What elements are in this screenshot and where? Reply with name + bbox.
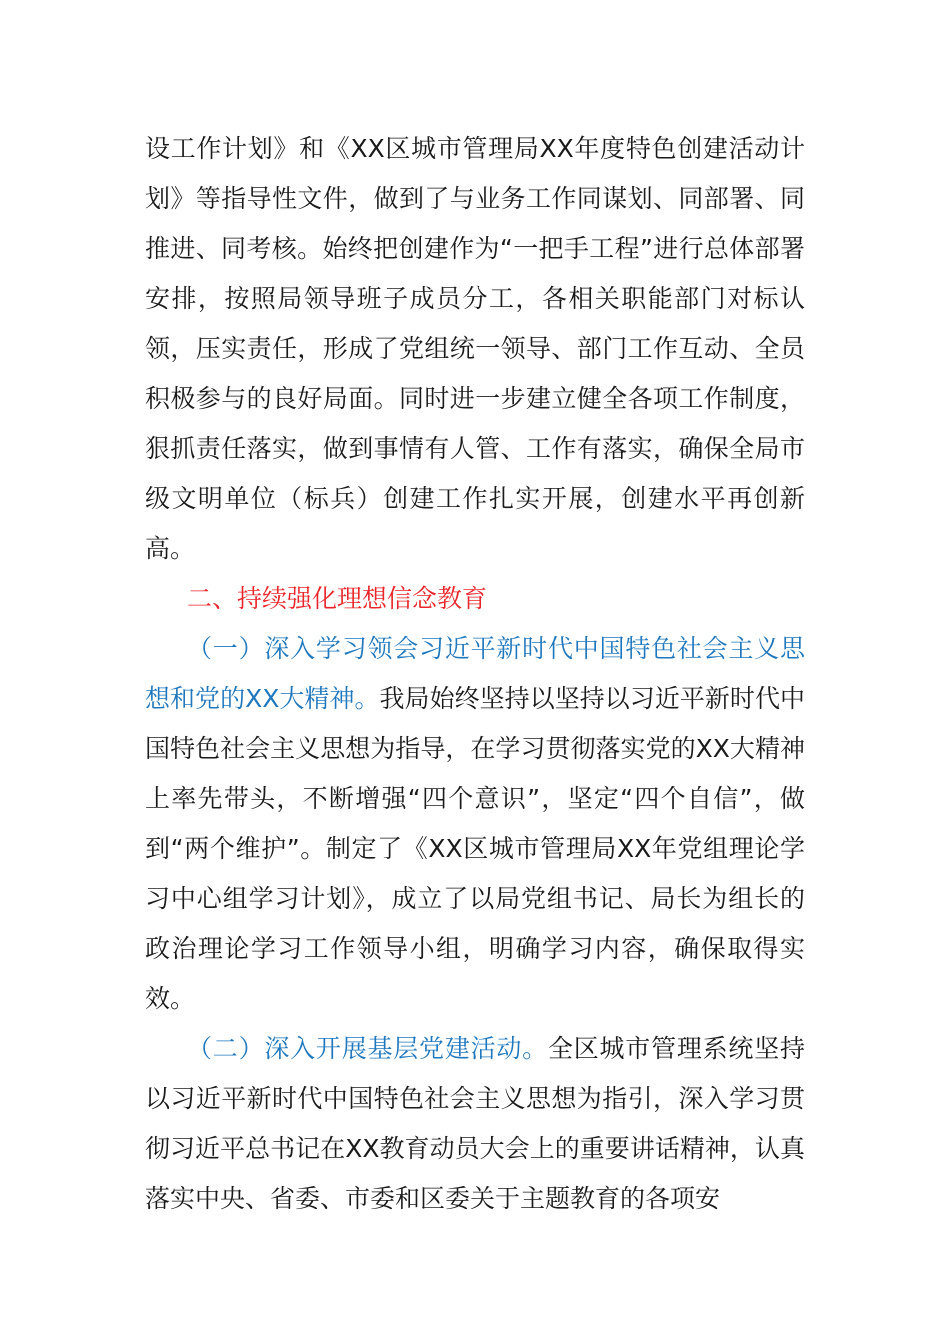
- paragraph-party-building: [145, 1024, 805, 1224]
- document-body: [145, 124, 805, 1224]
- subsection-body-2: 全区城市管理系统坚持以习近平新时代中国特色社会主义思想为指引，深入学习贯彻习近平总书记在XX教育动员大会上的重要讲话精神，认真落实中央、省委、市委和区委关于主题教育的各项安: [145, 1034, 805, 1213]
- paragraph-text: 设工作计划》和《XX区城市管理局XX年度特色创建活动计划》等指导性文件，做到了与业务工作同谋划、同部署、同推进、同考核。始终把创建作为“一把手工程”进行总体部署安排，按照局领导班子成员分工，各相关职能部门对标认领，压实责任，形成了党组统一领导、部门工作互动、全员积极参与的良好局面。同时进一步建立健全各项工作制度，狠抓责任落实，做到事情有人管、工作有落实，确保全局市级文明单位（标兵）创建工作扎实开展，创建水平再创新高。: [145, 134, 805, 563]
- subsection-title-1: （一）深入学习领会习近平新时代中国特色社会主义思想和党的XX大精神。: [145, 634, 805, 713]
- heading-text: 二、持续强化理想信念教育: [187, 584, 488, 613]
- section-heading-ideals-education: [145, 574, 805, 624]
- subsection-body-1: 我局始终坚持以坚持以习近平新时代中国特色社会主义思想为指导，在学习贯彻落实党的XX大精神上率先带头，不断增强“四个意识”，坚定“四个自信”，做到“两个维护”。制定了《XX区城市管理局XX年党组理论学习中心组学习计划》，成立了以局党组书记、局长为组长的政治理论学习工作领导小组，明确学习内容，确保取得实效。: [145, 684, 805, 1013]
- paragraph-study-thought: [145, 624, 805, 1024]
- paragraph-creation-work: [145, 124, 805, 574]
- subsection-title-2: （二）深入开展基层党建活动。: [187, 1034, 548, 1063]
